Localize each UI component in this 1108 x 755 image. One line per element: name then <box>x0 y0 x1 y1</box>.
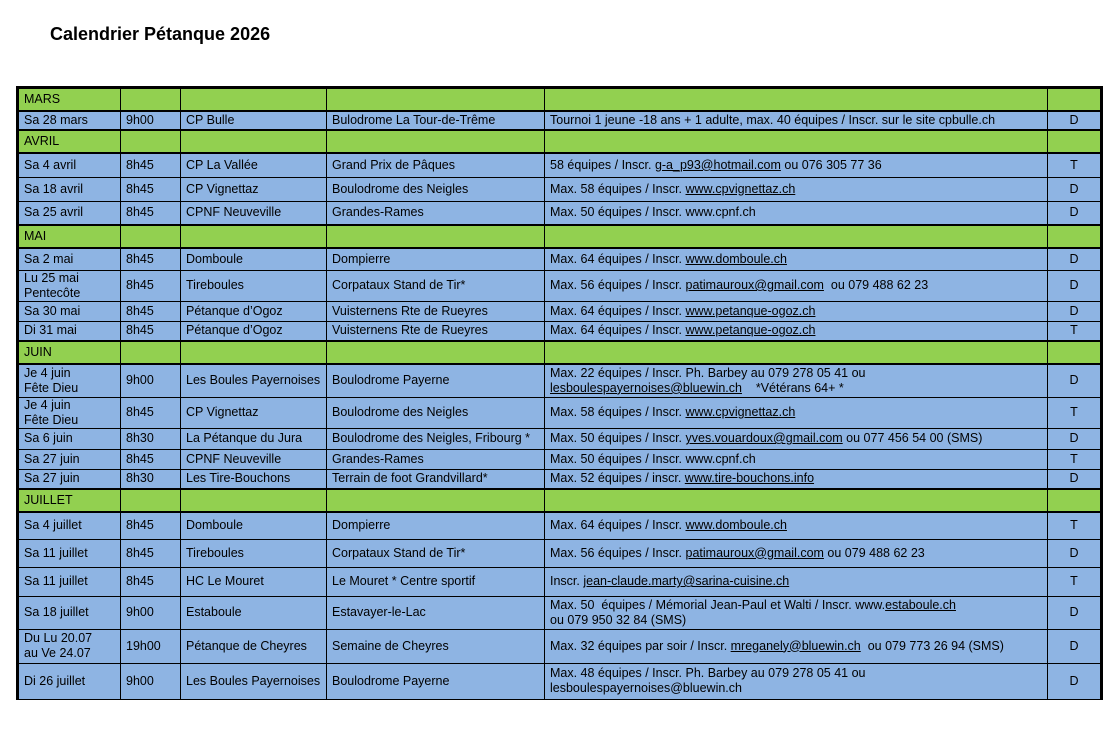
event-category: T <box>1048 512 1101 539</box>
event-info <box>545 321 1048 341</box>
event-time: 8h30 <box>121 469 181 489</box>
event-link[interactable]: www.petanque-ogoz.ch <box>685 323 816 338</box>
event-info-text: Max. 32 équipes par soir / Inscr. <box>550 638 731 653</box>
empty-cell <box>121 130 181 153</box>
event-info <box>545 596 1048 629</box>
event-category: D <box>1048 629 1101 663</box>
month-label: JUILLET <box>19 489 121 512</box>
event-date-line: au Ve 24.07 <box>24 646 91 660</box>
empty-cell <box>545 341 1048 364</box>
event-info <box>545 153 1048 177</box>
event-link[interactable]: patimauroux@gmail.com <box>685 278 824 292</box>
event-date-line: Sa 4 juillet <box>24 518 82 533</box>
event-time: 8h45 <box>121 301 181 321</box>
empty-cell <box>181 130 327 153</box>
event-place: Le Mouret * Centre sportif <box>327 567 545 596</box>
event-link[interactable]: g-a_p93@hotmail.com <box>654 157 781 172</box>
event-info <box>545 629 1048 663</box>
event-info-text: Inscr. <box>550 574 584 588</box>
event-date <box>19 469 121 489</box>
empty-cell <box>1048 130 1101 153</box>
event-place: Grandes-Rames <box>327 449 545 469</box>
event-club: Pétanque d’Ogoz <box>181 301 327 321</box>
event-date-line: Sa 4 avril <box>24 157 77 172</box>
event-info <box>545 270 1048 301</box>
event-info-text: ou 076 305 77 36 <box>780 157 882 172</box>
event-category: D <box>1048 201 1101 225</box>
event-time: 8h45 <box>121 153 181 177</box>
month-header-row <box>19 130 1101 153</box>
event-row <box>19 321 1101 341</box>
event-place: Boulodrome des Neigles <box>327 397 545 428</box>
event-row <box>19 364 1101 397</box>
event-date <box>19 567 121 596</box>
empty-cell <box>121 225 181 248</box>
event-category: D <box>1048 364 1101 397</box>
month-label: JUIN <box>19 341 121 364</box>
event-link[interactable]: www.tire-bouchons.info <box>684 471 815 486</box>
event-date-line: Fête Dieu <box>24 412 79 427</box>
event-time: 8h45 <box>121 567 181 596</box>
event-date <box>19 428 121 449</box>
event-row <box>19 111 1101 130</box>
empty-cell <box>181 341 327 364</box>
empty-cell <box>327 341 545 364</box>
event-category: T <box>1048 153 1101 177</box>
event-place: Grandes-Rames <box>327 201 545 225</box>
event-time: 9h00 <box>121 663 181 699</box>
event-link[interactable]: patimauroux@gmail.com <box>685 545 824 560</box>
event-info-text: Max. 58 équipes / Inscr. <box>550 405 686 419</box>
event-date <box>19 663 121 699</box>
event-place: Corpataux Stand de Tir* <box>327 539 545 567</box>
event-link[interactable]: jean-claude.marty@sarina-cuisine.ch <box>583 574 790 588</box>
event-category: D <box>1048 270 1101 301</box>
event-date-line: Sa 6 juin <box>24 431 73 445</box>
event-info-text: *Vétérans 64+ * <box>741 380 844 395</box>
event-row <box>19 301 1101 321</box>
event-category: T <box>1048 321 1101 341</box>
event-info-text: ou 077 456 54 00 (SMS) <box>842 431 983 445</box>
event-club: CPNF Neuveville <box>181 201 327 225</box>
empty-cell <box>121 341 181 364</box>
event-category: D <box>1048 248 1101 270</box>
event-club: Domboule <box>181 512 327 539</box>
event-row <box>19 449 1101 469</box>
event-time: 8h30 <box>121 428 181 449</box>
event-club: Tireboules <box>181 270 327 301</box>
event-info <box>545 177 1048 201</box>
empty-cell <box>121 489 181 512</box>
event-info <box>545 469 1048 489</box>
event-club: CP La Vallée <box>181 153 327 177</box>
event-date <box>19 512 121 539</box>
month-label: MARS <box>19 89 121 112</box>
event-info <box>545 512 1048 539</box>
event-club: CP Vignettaz <box>181 397 327 428</box>
empty-cell <box>121 89 181 112</box>
event-info-text: Tournoi 1 jeune -18 ans + 1 adulte, max. 40 équipes / Inscr. sur le site cpbulle.ch <box>550 113 996 127</box>
event-info-text: Max. 56 équipes / Inscr. <box>550 545 686 560</box>
event-row <box>19 512 1101 539</box>
event-club: Les Tire-Bouchons <box>181 469 327 489</box>
event-info-text: ou 079 950 32 84 (SMS) <box>550 612 687 627</box>
event-place: Estavayer-le-Lac <box>327 596 545 629</box>
event-row <box>19 469 1101 489</box>
event-date-line: Fête Dieu <box>24 380 79 395</box>
event-date <box>19 364 121 397</box>
month-label: AVRIL <box>19 130 121 153</box>
event-link[interactable]: estaboule.ch <box>885 597 956 612</box>
event-place: Terrain de foot Grandvillard* <box>327 469 545 489</box>
event-info-text: Max. 52 équipes / inscr. <box>550 471 685 486</box>
event-date <box>19 596 121 629</box>
event-club: HC Le Mouret <box>181 567 327 596</box>
empty-cell <box>327 130 545 153</box>
event-date <box>19 449 121 469</box>
event-date-line: Sa 11 juillet <box>24 545 88 560</box>
event-date-line: Je 4 juin <box>24 365 71 380</box>
event-date-line: Lu 25 mai <box>24 270 79 285</box>
event-time: 8h45 <box>121 321 181 341</box>
event-info <box>545 248 1048 270</box>
event-date-line: Sa 27 juin <box>24 471 80 486</box>
empty-cell <box>327 489 545 512</box>
event-category: D <box>1048 469 1101 489</box>
event-place: Boulodrome Payerne <box>327 663 545 699</box>
empty-cell <box>545 489 1048 512</box>
event-info-text: Max. 56 équipes / Inscr. <box>550 278 686 292</box>
event-date <box>19 629 121 663</box>
event-info-text: Max. 50 équipes / Mémorial Jean-Paul et Walti / Inscr. www. <box>550 597 886 612</box>
event-row <box>19 248 1101 270</box>
event-row <box>19 270 1101 301</box>
event-club: Les Boules Payernoises <box>181 663 327 699</box>
event-date <box>19 270 121 301</box>
event-date <box>19 201 121 225</box>
event-time: 8h45 <box>121 539 181 567</box>
event-time: 8h45 <box>121 270 181 301</box>
event-date-line: Sa 30 mai <box>24 303 81 318</box>
event-place: Vuisternens Rte de Rueyres <box>327 321 545 341</box>
event-row <box>19 596 1101 629</box>
event-place: Boulodrome des Neigles <box>327 177 545 201</box>
event-club: Estaboule <box>181 596 327 629</box>
event-date-line: Sa 28 mars <box>24 113 88 127</box>
event-category: D <box>1048 596 1101 629</box>
empty-cell <box>1048 489 1101 512</box>
event-club: Pétanque d’Ogoz <box>181 321 327 341</box>
event-place: Bulodrome La Tour-de-Trême <box>327 111 545 130</box>
event-info <box>545 201 1048 225</box>
event-row <box>19 201 1101 225</box>
event-category: D <box>1048 428 1101 449</box>
event-info-text: 58 équipes / Inscr. <box>550 157 655 172</box>
event-category: T <box>1048 449 1101 469</box>
event-date-line: Je 4 juin <box>24 397 71 412</box>
event-info-text: Max. 64 équipes / Inscr. <box>550 251 686 266</box>
event-category: T <box>1048 397 1101 428</box>
event-time: 8h45 <box>121 397 181 428</box>
event-date <box>19 177 121 201</box>
empty-cell <box>1048 225 1101 248</box>
month-header-row <box>19 489 1101 512</box>
event-info-text: Max. 50 équipes / Inscr. www.cpnf.ch <box>550 205 756 220</box>
event-time: 8h45 <box>121 449 181 469</box>
event-category: D <box>1048 111 1101 130</box>
event-row <box>19 663 1101 699</box>
calendar-table <box>18 88 1101 700</box>
event-date <box>19 153 121 177</box>
event-info <box>545 364 1048 397</box>
event-date <box>19 321 121 341</box>
event-club: Pétanque de Cheyres <box>181 629 327 663</box>
event-time: 9h00 <box>121 364 181 397</box>
event-date-line: Sa 2 mai <box>24 251 74 266</box>
event-info <box>545 397 1048 428</box>
month-label: MAI <box>19 225 121 248</box>
event-info-text: Max. 64 équipes / Inscr. <box>550 518 686 533</box>
event-date-line: Du Lu 20.07 <box>24 631 93 645</box>
event-place: Corpataux Stand de Tir* <box>327 270 545 301</box>
event-info-text: ou 079 488 62 23 <box>823 278 929 292</box>
event-row <box>19 629 1101 663</box>
event-link[interactable]: www.cpvignettaz.ch <box>685 181 796 196</box>
event-row <box>19 567 1101 596</box>
event-info-text: lesboulespayernoises@bluewin.ch <box>550 681 742 695</box>
event-club: Les Boules Payernoises <box>181 364 327 397</box>
event-time: 19h00 <box>121 629 181 663</box>
event-info <box>545 567 1048 596</box>
event-date <box>19 539 121 567</box>
empty-cell <box>545 89 1048 112</box>
event-date <box>19 111 121 130</box>
calendar-table-wrapper <box>16 86 1103 700</box>
event-club: Tireboules <box>181 539 327 567</box>
event-link[interactable]: www.cpvignettaz.ch <box>685 405 796 419</box>
event-place: Dompierre <box>327 512 545 539</box>
event-place: Grand Prix de Pâques <box>327 153 545 177</box>
event-info <box>545 111 1048 130</box>
event-info <box>545 301 1048 321</box>
event-row <box>19 539 1101 567</box>
event-link[interactable]: lesboulespayernoises@bluewin.ch <box>550 380 742 395</box>
event-club: Domboule <box>181 248 327 270</box>
empty-cell <box>545 130 1048 153</box>
event-time: 8h45 <box>121 512 181 539</box>
event-date-line: Di 26 juillet <box>24 673 86 688</box>
event-time: 8h45 <box>121 201 181 225</box>
event-date-line: Di 31 mai <box>24 323 77 338</box>
event-category: D <box>1048 539 1101 567</box>
event-info-text: Max. 48 équipes / Inscr. Ph. Barbey au 079 278 05 41 ou <box>550 666 866 680</box>
event-date-line: Pentecôte <box>24 285 81 300</box>
event-row <box>19 177 1101 201</box>
event-time: 9h00 <box>121 596 181 629</box>
page-title: Calendrier Pétanque 2026 <box>50 24 271 44</box>
event-category: D <box>1048 663 1101 699</box>
event-date <box>19 301 121 321</box>
event-date <box>19 248 121 270</box>
event-place: Semaine de Cheyres <box>327 629 545 663</box>
event-info-text: Max. 64 équipes / Inscr. <box>550 303 686 318</box>
event-link[interactable]: www.domboule.ch <box>685 251 787 266</box>
event-row <box>19 153 1101 177</box>
event-info <box>545 449 1048 469</box>
event-time: 8h45 <box>121 177 181 201</box>
event-link[interactable]: www.domboule.ch <box>685 518 787 533</box>
event-place: Boulodrome des Neigles, Fribourg * <box>327 428 545 449</box>
event-date-line: Sa 25 avril <box>24 205 84 220</box>
event-club: CPNF Neuveville <box>181 449 327 469</box>
event-info-text: ou 079 773 26 94 (SMS) <box>860 638 1004 653</box>
empty-cell <box>181 489 327 512</box>
empty-cell <box>181 89 327 112</box>
event-place: Vuisternens Rte de Rueyres <box>327 301 545 321</box>
event-date-line: Sa 11 juillet <box>24 574 88 588</box>
event-time: 9h00 <box>121 111 181 130</box>
empty-cell <box>1048 341 1101 364</box>
event-club: CP Vignettaz <box>181 177 327 201</box>
event-row <box>19 428 1101 449</box>
month-header-row <box>19 225 1101 248</box>
event-info-text: Max. 64 équipes / Inscr. <box>550 323 686 338</box>
event-row <box>19 397 1101 428</box>
event-info-text: ou 079 488 62 23 <box>823 545 925 560</box>
event-link[interactable]: yves.vouardoux@gmail.com <box>685 431 843 445</box>
event-info <box>545 663 1048 699</box>
event-info <box>545 428 1048 449</box>
event-place: Boulodrome Payerne <box>327 364 545 397</box>
event-date-line: Sa 27 juin <box>24 451 80 466</box>
month-header-row <box>19 341 1101 364</box>
event-club: La Pétanque du Jura <box>181 428 327 449</box>
event-date <box>19 397 121 428</box>
event-info <box>545 539 1048 567</box>
event-date-line: Sa 18 avril <box>24 181 84 196</box>
event-club: CP Bulle <box>181 111 327 130</box>
event-category: D <box>1048 177 1101 201</box>
event-category: D <box>1048 301 1101 321</box>
event-info-text: Max. 58 équipes / Inscr. <box>550 181 686 196</box>
empty-cell <box>1048 89 1101 112</box>
event-category: T <box>1048 567 1101 596</box>
event-place: Dompierre <box>327 248 545 270</box>
empty-cell <box>327 225 545 248</box>
empty-cell <box>545 225 1048 248</box>
event-info-text: Max. 50 équipes / Inscr. www.cpnf.ch <box>550 451 756 466</box>
event-date-line: Sa 18 juillet <box>24 605 89 619</box>
event-info-text: Max. 22 équipes / Inscr. Ph. Barbey au 079 278 05 41 ou <box>550 365 866 380</box>
event-link[interactable]: www.petanque-ogoz.ch <box>685 303 816 318</box>
event-link[interactable]: mreganely@bluewin.ch <box>730 638 861 653</box>
event-time: 8h45 <box>121 248 181 270</box>
event-info-text: Max. 50 équipes / Inscr. <box>550 431 686 445</box>
empty-cell <box>327 89 545 112</box>
empty-cell <box>181 225 327 248</box>
month-header-row <box>19 89 1101 112</box>
